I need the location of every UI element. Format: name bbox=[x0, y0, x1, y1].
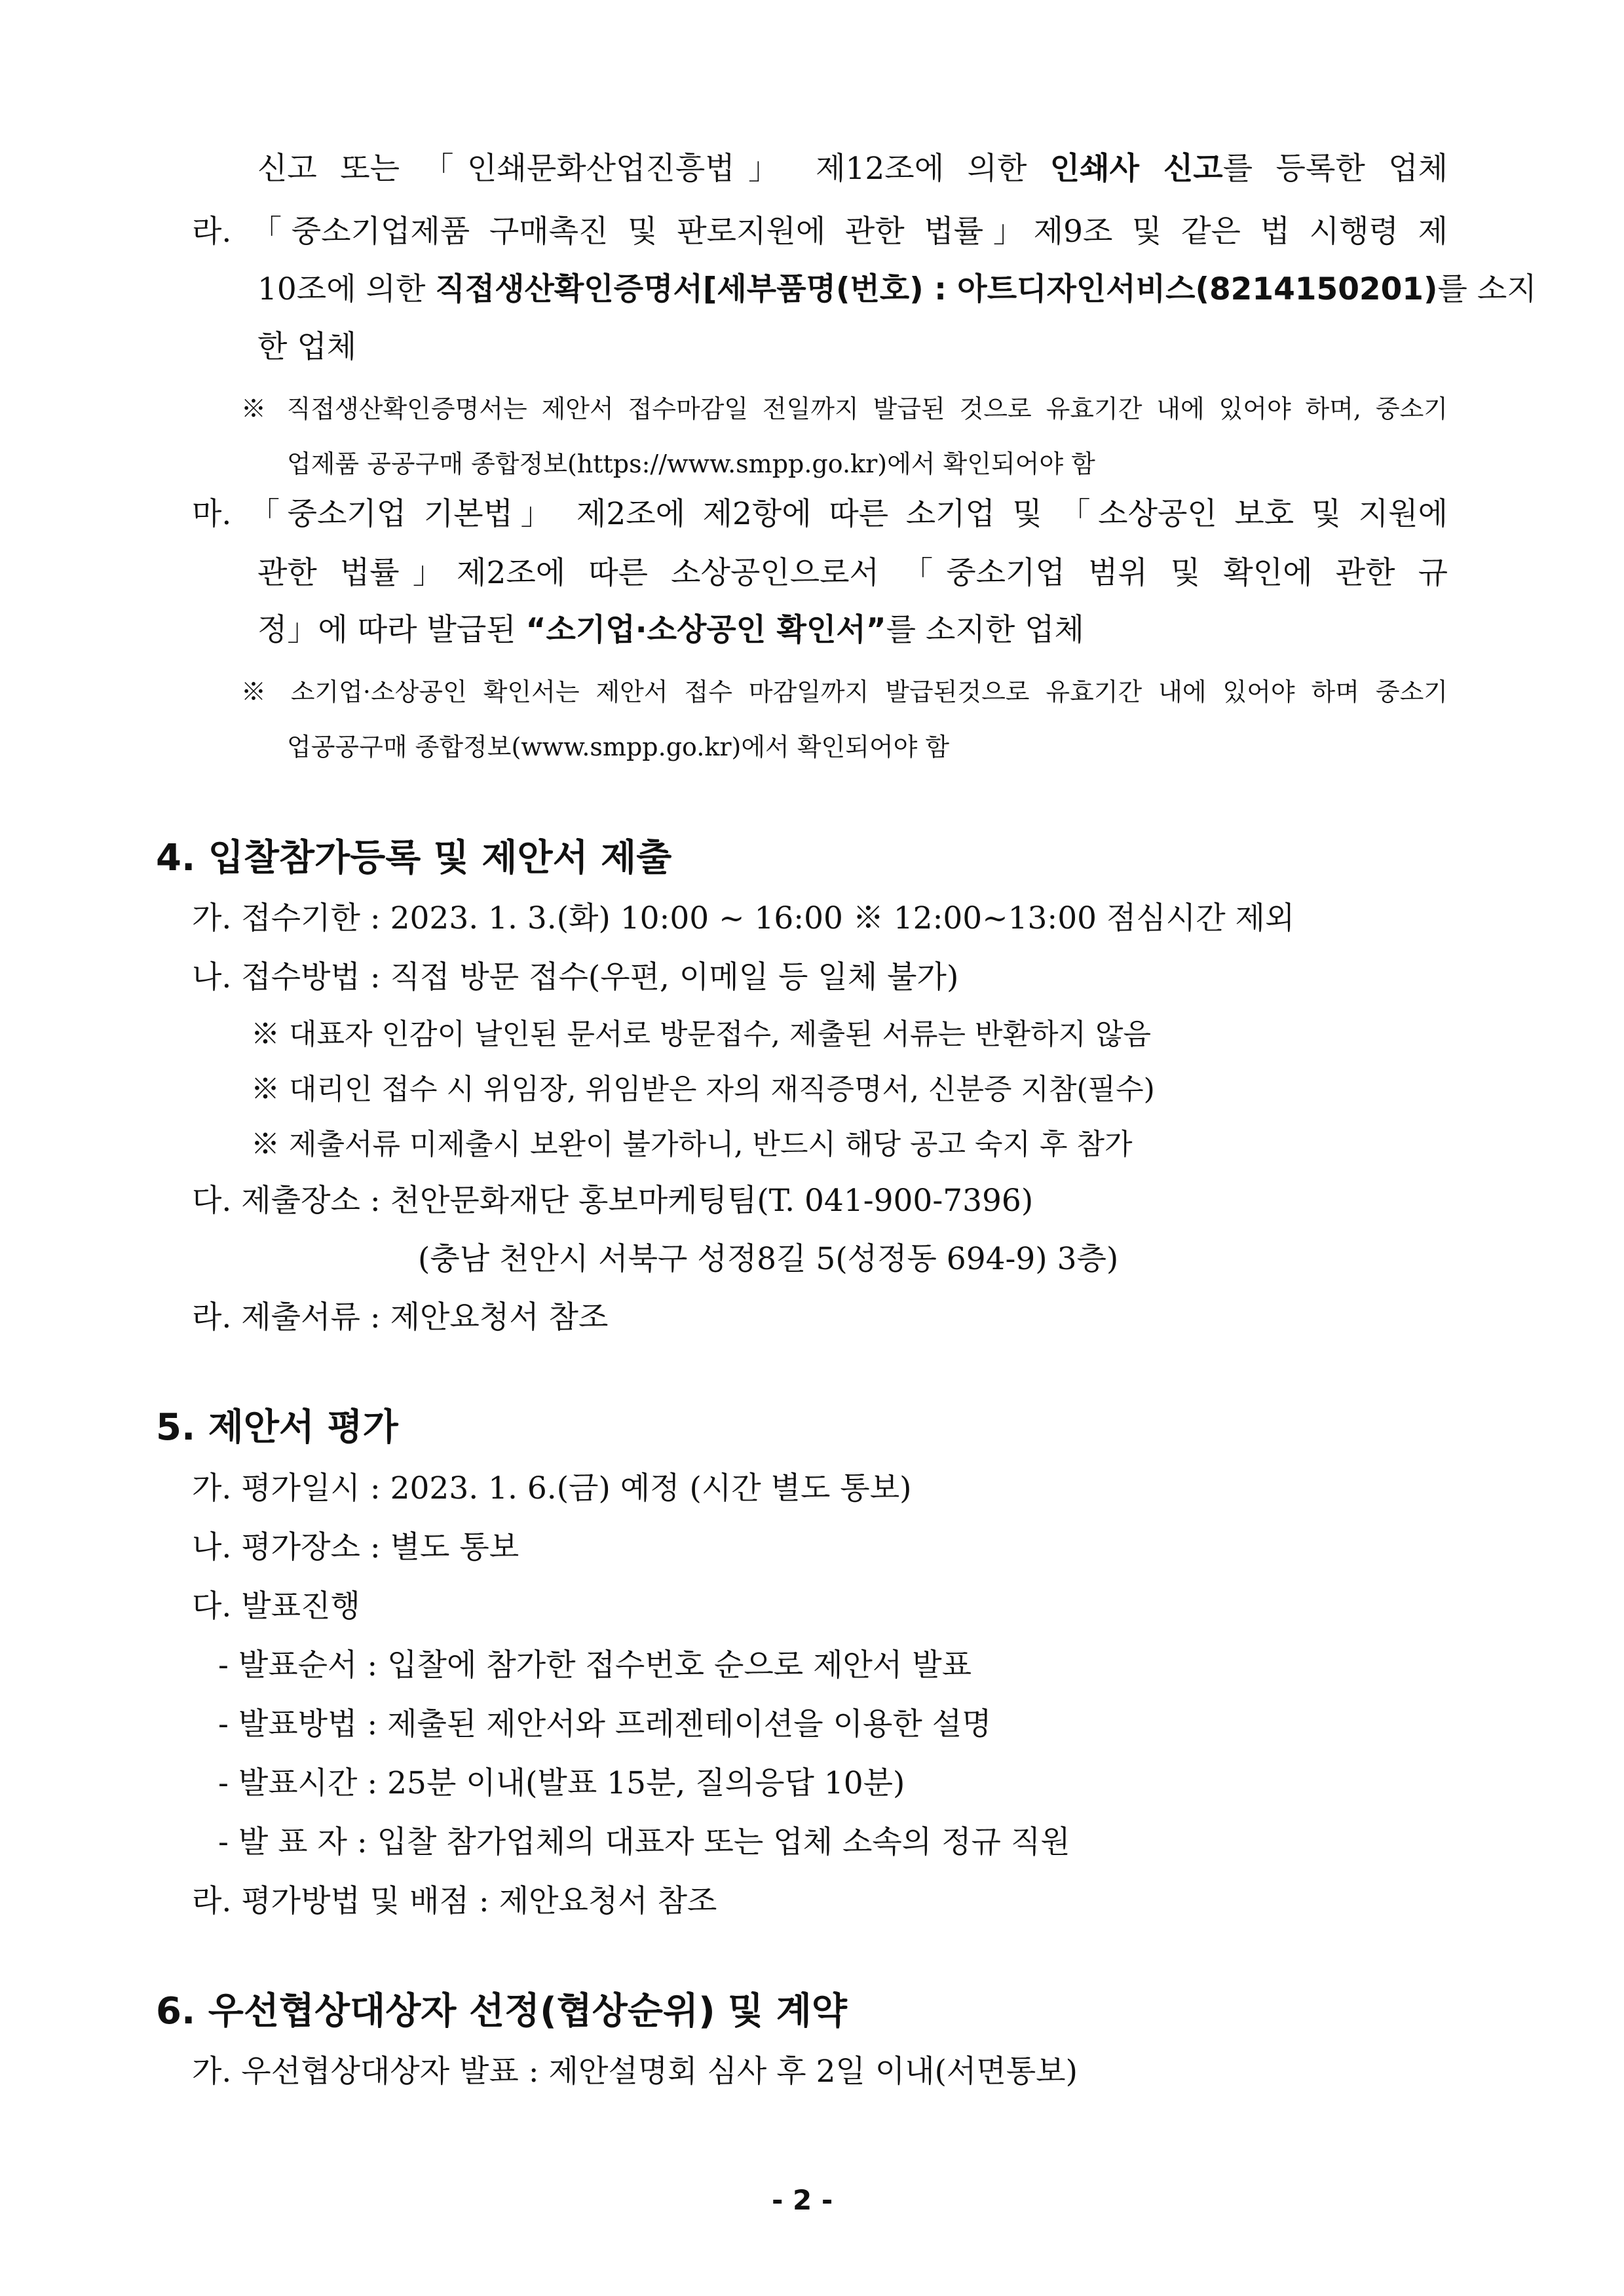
sec4-note-3: ※ 제출서류 미제출시 보완이 불가하니, 반드시 해당 공고 숙지 후 참가 bbox=[251, 1128, 1133, 1161]
section-6-heading: 6. 우선협상대상자 선정(협상순위) 및 계약 bbox=[156, 1990, 847, 2033]
sec5-dash-2: - 발표방법 : 제출된 제안서와 프레젠테이션을 이용한 설명 bbox=[218, 1706, 992, 1742]
page-number: - 2 - bbox=[772, 2184, 833, 2216]
section-4-heading: 4. 입찰참가등록 및 제안서 제출 bbox=[156, 837, 672, 879]
item-ra-line2: 10조에 의한 직접생산확인증명서[세부품명(번호) : 아트디자인서비스(8214150201)를 소지 bbox=[257, 271, 1537, 307]
sec5-ga: 가. 평가일시 : 2023. 1. 6.(금) 예정 (시간 별도 통보) bbox=[192, 1470, 912, 1506]
item-ma-line3: 정」에 따라 발급된 “소기업·소상공인 확인서”를 소지한 업체 bbox=[257, 612, 1084, 648]
sec5-dash-1: - 발표순서 : 입찰에 참가한 접수번호 순으로 제안서 발표 bbox=[218, 1647, 972, 1683]
confirmation-bold: “소기업·소상공인 확인서” bbox=[525, 612, 886, 648]
sec5-da: 다. 발표진행 bbox=[192, 1588, 360, 1624]
print-report-bold: 인쇄사 신고 bbox=[1049, 151, 1223, 187]
item-ra-note-line2: 업제품 공공구매 종합정보(https://www.smpp.go.kr)에서 확인되어야 함 bbox=[287, 450, 1095, 478]
sec4-ga: 가. 접수기한 : 2023. 1. 3.(화) 10:00 ~ 16:00 ※ 12:00~13:00 점심시간 제외 bbox=[192, 900, 1295, 936]
item-ma-note-line2: 업공공구매 종합정보(www.smpp.go.kr)에서 확인되어야 함 bbox=[287, 733, 950, 761]
sec4-note-2: ※ 대리인 접수 시 위임장, 위임받은 자의 재직증명서, 신분증 지참(필수) bbox=[251, 1073, 1155, 1106]
sec4-da-line1: 다. 제출장소 : 천안문화재단 홍보마케팅팀(T. 041-900-7396) bbox=[192, 1183, 1034, 1219]
sec4-note-1: ※ 대표자 인감이 날인된 문서로 방문접수, 제출된 서류는 반환하지 않음 bbox=[251, 1018, 1151, 1051]
sec6-ga: 가. 우선협상대상자 발표 : 제안설명회 심사 후 2일 이내(서면통보) bbox=[192, 2054, 1078, 2090]
sec4-ra: 라. 제출서류 : 제안요청서 참조 bbox=[192, 1299, 609, 1335]
item-ra-line3: 한 업체 bbox=[257, 329, 357, 365]
sec4-da-line2: (충남 천안시 서북구 성정8길 5(성정동 694-9) 3층) bbox=[418, 1241, 1119, 1277]
sec4-na: 나. 접수방법 : 직접 방문 접수(우편, 이메일 등 일체 불가) bbox=[192, 959, 959, 995]
item-ma-note-line1: ※ 소기업·소상공인 확인서는 제안서 접수 마감일까지 발급된것으로 유효기간 내에 있어야 하며 중소기 bbox=[241, 678, 1448, 706]
certificate-bold: 직접생산확인증명서[세부품명(번호) : 아트디자인서비스(8214150201) bbox=[435, 271, 1438, 307]
sec3-cont-line: 신고 또는 「인쇄문화산업진흥법」 제12조에 의한 인쇄사 신고를 등록한 업체 bbox=[257, 151, 1448, 187]
item-ra-note-line1: ※ 직접생산확인증명서는 제안서 접수마감일 전일까지 발급된 것으로 유효기간 내에 있어야 하며, 중소기 bbox=[241, 394, 1448, 423]
item-ma-line1: 마. 「중소기업 기본법」 제2조에 제2항에 따른 소기업 및 「소상공인 보호 및 지원에 bbox=[192, 496, 1448, 532]
sec5-ra: 라. 평가방법 및 배점 : 제안요청서 참조 bbox=[192, 1883, 717, 1919]
sec5-dash-4: - 발 표 자 : 입찰 참가업체의 대표자 또는 업체 소속의 정규 직원 bbox=[218, 1824, 1070, 1860]
section-5-heading: 5. 제안서 평가 bbox=[156, 1406, 398, 1449]
sec5-dash-3: - 발표시간 : 25분 이내(발표 15분, 질의응답 10분) bbox=[218, 1765, 905, 1801]
item-ra-line1: 라. 「중소기업제품 구매촉진 및 판로지원에 관한 법률」제9조 및 같은 법 시행령 제 bbox=[192, 214, 1448, 250]
item-ma-line2: 관한 법률」제2조에 따른 소상공인으로서 「중소기업 범위 및 확인에 관한 규 bbox=[257, 555, 1448, 591]
sec5-na: 나. 평가장소 : 별도 통보 bbox=[192, 1529, 519, 1565]
